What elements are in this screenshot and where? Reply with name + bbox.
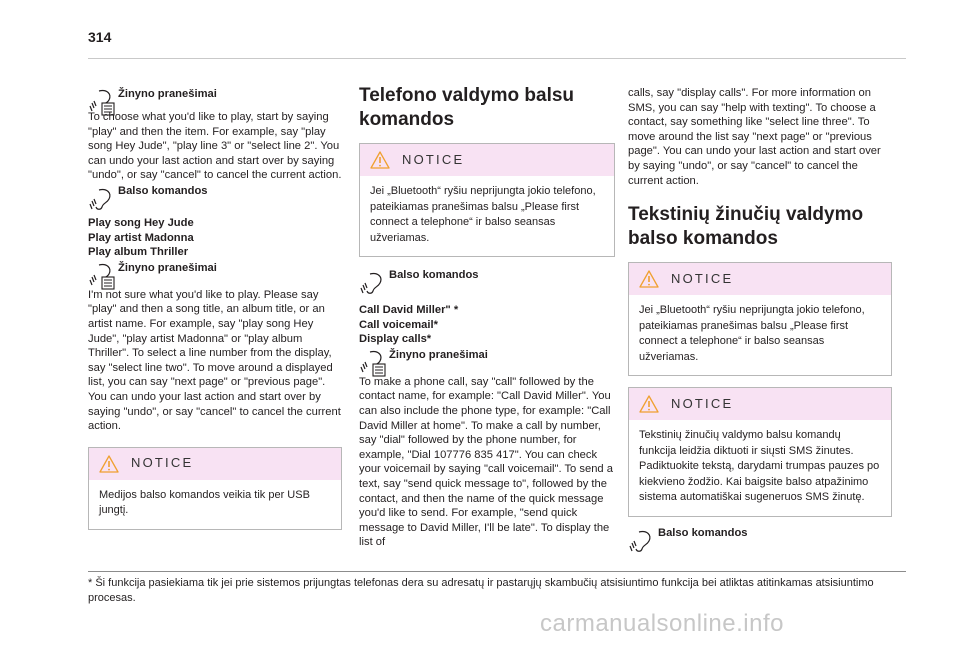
help-messages-label: Žinyno pranešimai bbox=[118, 88, 217, 100]
help-text: To make a phone call, say "call" followed by the contact name, for example: "Call David Miller". You can also include the phone type, for example: "Call David Miller at home". To make a call by number, say "dial" followed by the phone number, for example, "Dial 107776 835 417". You can check your voicemail by saying "call voicemail". To send a text, say "send quick message to", followed by the contact, and then the name of the quick message you'd like to send. For example, "send quick message to David Miller, I'll be late". To display the list of bbox=[359, 375, 613, 549]
notice-text: Tekstinių žinučių valdymo balsu komandų funkcija leidžia diktuoti ir siųsti SMS žinutes. Padiktuokite tekstą, darydami trumpas pauzes po kiekvieno žodžio. Kai baigsite balso atpažinimo sistema automatiškai sugeneruos SMS žinutę. bbox=[639, 429, 880, 504]
notice-header bbox=[629, 263, 891, 295]
voice-commands-label-row bbox=[628, 521, 892, 555]
column-3 bbox=[628, 82, 892, 555]
notice-text: Jei „Bluetooth“ ryšiu neprijungta jokio telefono, pateikiamas pranešimas balsu „Please first connect a telephone“ ir balso seansas užveriamas. bbox=[370, 185, 596, 244]
notice-text: Medijos balso komandos veikia tik per USB jungtį. bbox=[99, 488, 310, 517]
notice-box bbox=[628, 262, 892, 376]
voice-command: Display calls* bbox=[359, 333, 432, 346]
watermark: carmanualsonline.info bbox=[540, 610, 784, 637]
page-number: 314 bbox=[88, 29, 112, 45]
column-1 bbox=[88, 82, 342, 530]
voice-command-icon bbox=[359, 267, 389, 297]
voice-command: Play album Thriller bbox=[88, 246, 189, 259]
warning-triangle-icon bbox=[99, 455, 119, 473]
footnote: * Ši funkcija pasiekiama tik jei prie sistemos prijungtas telefonas dera su adresatų ir pastarųjų skambučių atsisiuntimo funkcija bei atliktas atitinkamas atsisiuntimo procesas. bbox=[88, 577, 874, 604]
help-messages-label-row bbox=[359, 343, 615, 377]
notice-header bbox=[360, 144, 614, 176]
notice-box bbox=[359, 143, 615, 257]
voice-command: Call voicemail* bbox=[359, 318, 438, 331]
notice-box bbox=[88, 447, 342, 530]
warning-triangle-icon bbox=[370, 151, 390, 169]
header-divider bbox=[88, 58, 906, 59]
voice-commands-label: Balso komandos bbox=[118, 184, 208, 197]
notice-header bbox=[89, 448, 341, 480]
voice-commands-label-row bbox=[88, 179, 342, 213]
notice-title: NOTICE bbox=[131, 455, 194, 471]
notice-title: NOTICE bbox=[671, 395, 734, 411]
info-message-icon bbox=[88, 260, 118, 290]
help-text: I'm not sure what you'd like to play. Please say "play" and then a song title, an album title, or an artist name. For example, say "play song Hey Jude", "play artist Madonna" or "play album Thriller". To select a line number from the display, say "select line two". To move around a displayed list, you can say "next page" or "previous page". You can undo your last action and start over by saying "undo", or say "cancel" to cancel the current action. bbox=[88, 288, 341, 433]
voice-commands-label: Balso komandos bbox=[658, 526, 748, 539]
voice-command: Play song Hey Jude bbox=[88, 216, 194, 229]
info-message-icon bbox=[359, 347, 389, 377]
voice-command-icon bbox=[88, 183, 118, 213]
notice-title: NOTICE bbox=[671, 270, 734, 286]
voice-command-icon bbox=[628, 525, 658, 555]
notice-title: NOTICE bbox=[402, 151, 465, 167]
column-2 bbox=[359, 82, 615, 550]
help-messages-label: Žinyno pranešimai bbox=[118, 261, 217, 274]
warning-triangle-icon bbox=[639, 270, 659, 288]
notice-header bbox=[629, 388, 891, 420]
voice-command: Call David Miller" * bbox=[359, 304, 459, 316]
notice-box bbox=[628, 387, 892, 517]
voice-commands-label-row bbox=[359, 263, 615, 297]
warning-triangle-icon bbox=[639, 395, 659, 413]
help-messages-label-row bbox=[88, 256, 342, 290]
section-heading: Tekstinių žinučių valdymo balso komandos bbox=[628, 204, 864, 249]
notice-text: Jei „Bluetooth“ ryšiu neprijungta jokio telefono, pateikiamas pranešimas balsu „Please first connect a telephone“ ir balso seansas užveriamas. bbox=[639, 304, 865, 363]
voice-commands-label: Balso komandos bbox=[389, 269, 479, 281]
footnote-divider bbox=[88, 571, 906, 572]
section-heading: Telefono valdymo balsu komandos bbox=[359, 85, 575, 130]
help-messages-label: Žinyno pranešimai bbox=[389, 348, 488, 361]
help-text-continued: calls, say "display calls". For more information on SMS, you can say "help with texting". To choose a contact, say something like "select line three". To move around the list say "next page" or "previous page". You can undo your last action and start over by saying "undo", or say "cancel" to cancel the current action. bbox=[628, 87, 881, 187]
voice-command: Play artist Madonna bbox=[88, 231, 194, 244]
help-text: To choose what you'd like to play, start by saying "play" and then the item. For example, say "play song Hey Jude", "play line 3" or "select line 2". You can undo your last action and start over by saying "undo", or say "cancel" to cancel the current action. bbox=[88, 111, 342, 182]
